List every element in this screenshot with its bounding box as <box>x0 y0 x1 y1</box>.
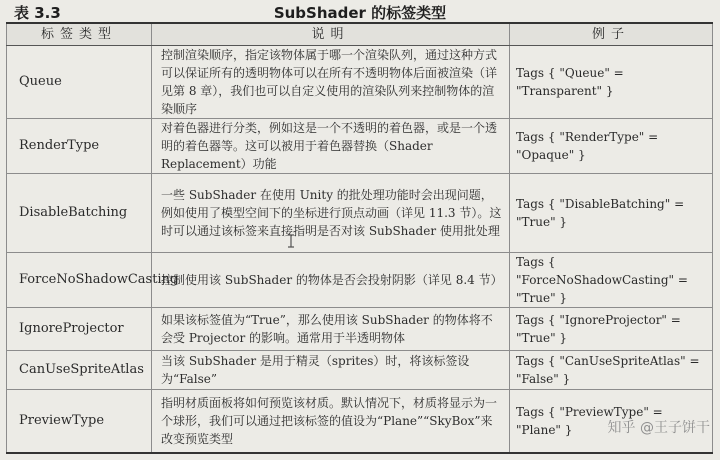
tag-description: 控制渲染顺序，指定该物体属于哪一个渲染队列，通过这种方式可以保证所有的透明物体可以在所有不透明物体后面被渲染（详见第 8 章），我们也可以自定义使用的渲染队列来控制物体的渲染顺序 <box>152 46 510 119</box>
tag-description: 如果该标签值为“True”，那么使用该 SubShader 的物体将不会受 Projector 的影响。通常用于半透明物体 <box>152 308 510 351</box>
tag-name: DisableBatching <box>7 174 152 253</box>
tag-description: 指明材质面板将如何预览该材质。默认情况下，材质将显示为一个球形，我们可以通过把该标签的值设为“Plane”“SkyBox”来改变预览类型 <box>152 390 510 454</box>
tag-example: Tags { "IgnoreProjector" = "True" } <box>510 308 713 351</box>
table-caption <box>0 0 720 22</box>
table-row <box>7 351 713 390</box>
header-example: 例子 <box>510 23 713 46</box>
tag-example: Tags { "DisableBatching" = "True" } <box>510 174 713 253</box>
table-row <box>7 46 713 119</box>
table-row <box>7 308 713 351</box>
tag-name: PreviewType <box>7 390 152 454</box>
tag-example: Tags { "PreviewType" = "Plane" } <box>510 390 713 454</box>
tag-name: ForceNoShadowCasting <box>7 253 152 308</box>
table-number: 表 3.3 <box>14 4 61 22</box>
tag-name: RenderType <box>7 119 152 174</box>
table-row <box>7 119 713 174</box>
header-description: 说明 <box>152 23 510 46</box>
tag-description: 一些 SubShader 在使用 Unity 的批处理功能时会出现问题，例如使用了模型空间下的坐标进行顶点动画（详见 11.3 节）。这时可以通过该标签来直接指明是否对该 SubShader 使用批处理 <box>152 174 510 253</box>
table-row <box>7 253 713 308</box>
table-title: SubShader 的标签类型 <box>273 4 447 22</box>
watermark-text: 知乎 @王子饼干 <box>607 420 710 436</box>
table-row <box>7 174 713 253</box>
text-cursor-icon <box>286 234 296 248</box>
tag-example: Tags { "CanUseSpriteAtlas" = "False" } <box>510 351 713 390</box>
header-tag-type: 标签类型 <box>7 23 152 46</box>
tag-description: 控制使用该 SubShader 的物体是否会投射阴影（详见 8.4 节） <box>152 253 510 308</box>
tag-name: Queue <box>7 46 152 119</box>
tag-description: 对着色器进行分类，例如这是一个不透明的着色器，或是一个透明的着色器等。这可以被用于着色器替换（Shader Replacement）功能 <box>152 119 510 174</box>
tag-description: 当该 SubShader 是用于精灵（sprites）时，将该标签设为“False” <box>152 351 510 390</box>
table-header-row <box>7 23 713 46</box>
tag-name: CanUseSpriteAtlas <box>7 351 152 390</box>
tag-example: Tags { "RenderType" = "Opaque" } <box>510 119 713 174</box>
watermark <box>608 417 710 437</box>
tag-name: IgnoreProjector <box>7 308 152 351</box>
tag-example: Tags { "Queue" = "Transparent" } <box>510 46 713 119</box>
tag-example: Tags { "ForceNoShadowCasting" = "True" } <box>510 253 713 308</box>
subshader-tags-table <box>6 22 713 454</box>
